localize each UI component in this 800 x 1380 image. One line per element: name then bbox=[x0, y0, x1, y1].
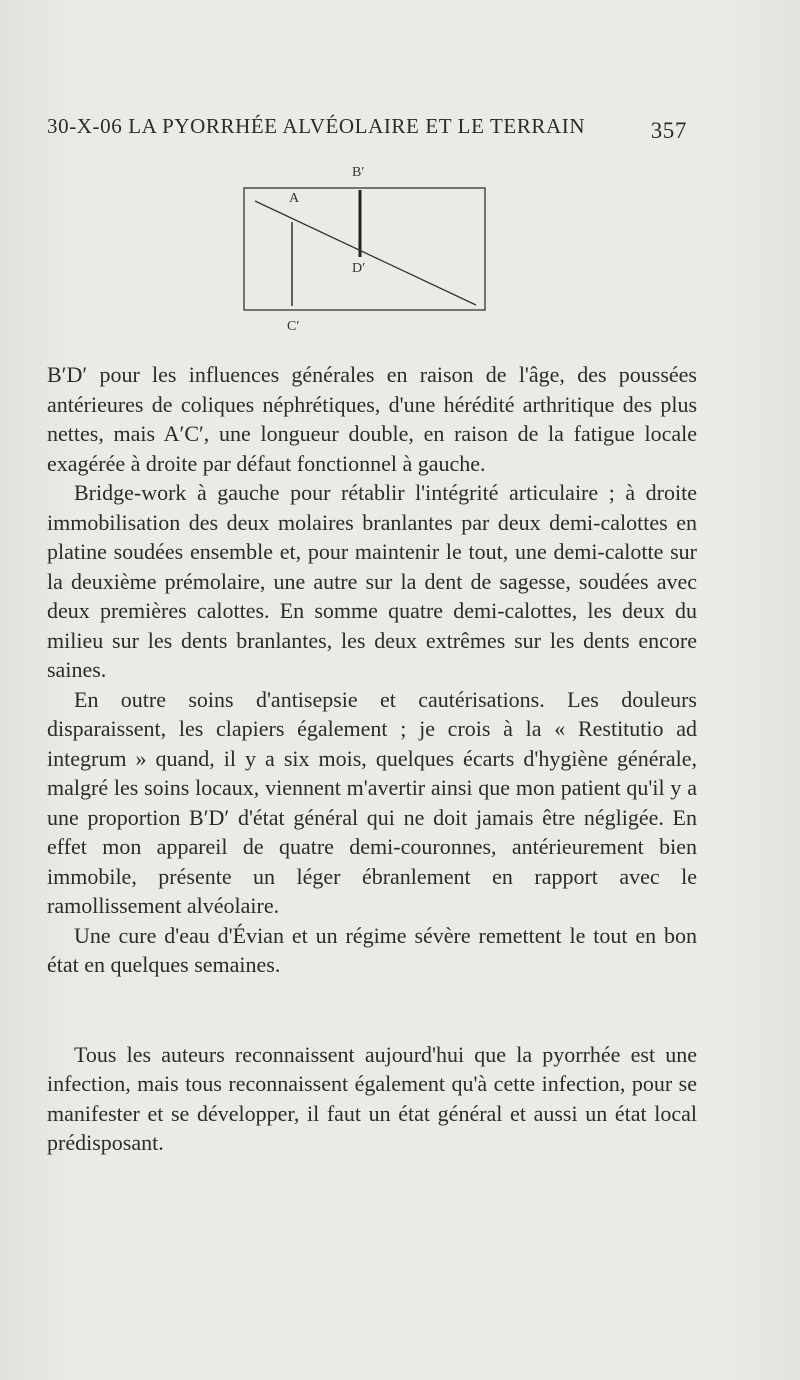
running-header bbox=[47, 114, 687, 148]
paragraph-2: Bridge-work à gauche pour rétablir l'intégrité articulaire ; à droite immobilisation des deux molaires branlantes par deux demi-calottes en platine soudées ensemble et, pour maintenir le tout, une demi-calotte sur la deuxième prémolaire, une autre sur la dent de sagesse, soudées avec deux premières calottes. En somme quatre demi-calottes, les deux du milieu sur les dents branlantes, les deux extrêmes sur les dents encore saines. bbox=[47, 480, 697, 682]
label-c-prime: C′ bbox=[287, 319, 300, 334]
body-text bbox=[47, 360, 697, 1158]
label-a: A bbox=[289, 191, 300, 206]
paragraph-5: Tous les auteurs reconnaissent aujourd'hui que la pyorrhée est une infection, mais tous reconnaissent également qu'à cette infection, pour se manifester et se développer, il faut un état général et aussi un état local prédisposant. bbox=[47, 1041, 697, 1155]
proportion-diagram bbox=[240, 160, 490, 335]
diagonal-line bbox=[255, 201, 476, 305]
paragraph-4: Une cure d'eau d'Évian et un régime sévère remettent le tout en bon état en quelques semaines. bbox=[47, 922, 697, 977]
section-gap bbox=[47, 980, 697, 1040]
diagram-svg bbox=[240, 160, 490, 335]
paragraph-3: En outre soins d'antisepsie et cautérisations. Les douleurs disparaissent, les clapiers également ; je crois à la « Restitutio ad integrum » quand, il y a six mois, quelques écarts d'hygiène générale, malgré les soins locaux, viennent m'avertir ainsi que mon patient qu'il y a une proportion B′D′ d'état général qui ne doit jamais être négligée. En effet mon appareil de quatre demi-couronnes, antérieurement bien immobile, présente un léger ébranlement en rapport avec le ramollissement alvéolaire. bbox=[47, 686, 697, 918]
page-number: 357 bbox=[650, 118, 687, 143]
paragraph-1: B′D′ pour les influences générales en raison de l'âge, des poussées antérieures de coliques néphrétiques, d'une hérédité arthritique des plus nettes, mais A′C′, une longueur double, en raison de la fatigue locale exagérée à droite par défaut fonctionnel à gauche. bbox=[47, 362, 697, 476]
label-b-prime: B′ bbox=[352, 165, 365, 180]
running-title: 30-X-06 LA PYORRHÉE ALVÉOLAIRE ET LE TERRAIN bbox=[47, 114, 586, 138]
label-d-prime: D′ bbox=[352, 261, 366, 276]
